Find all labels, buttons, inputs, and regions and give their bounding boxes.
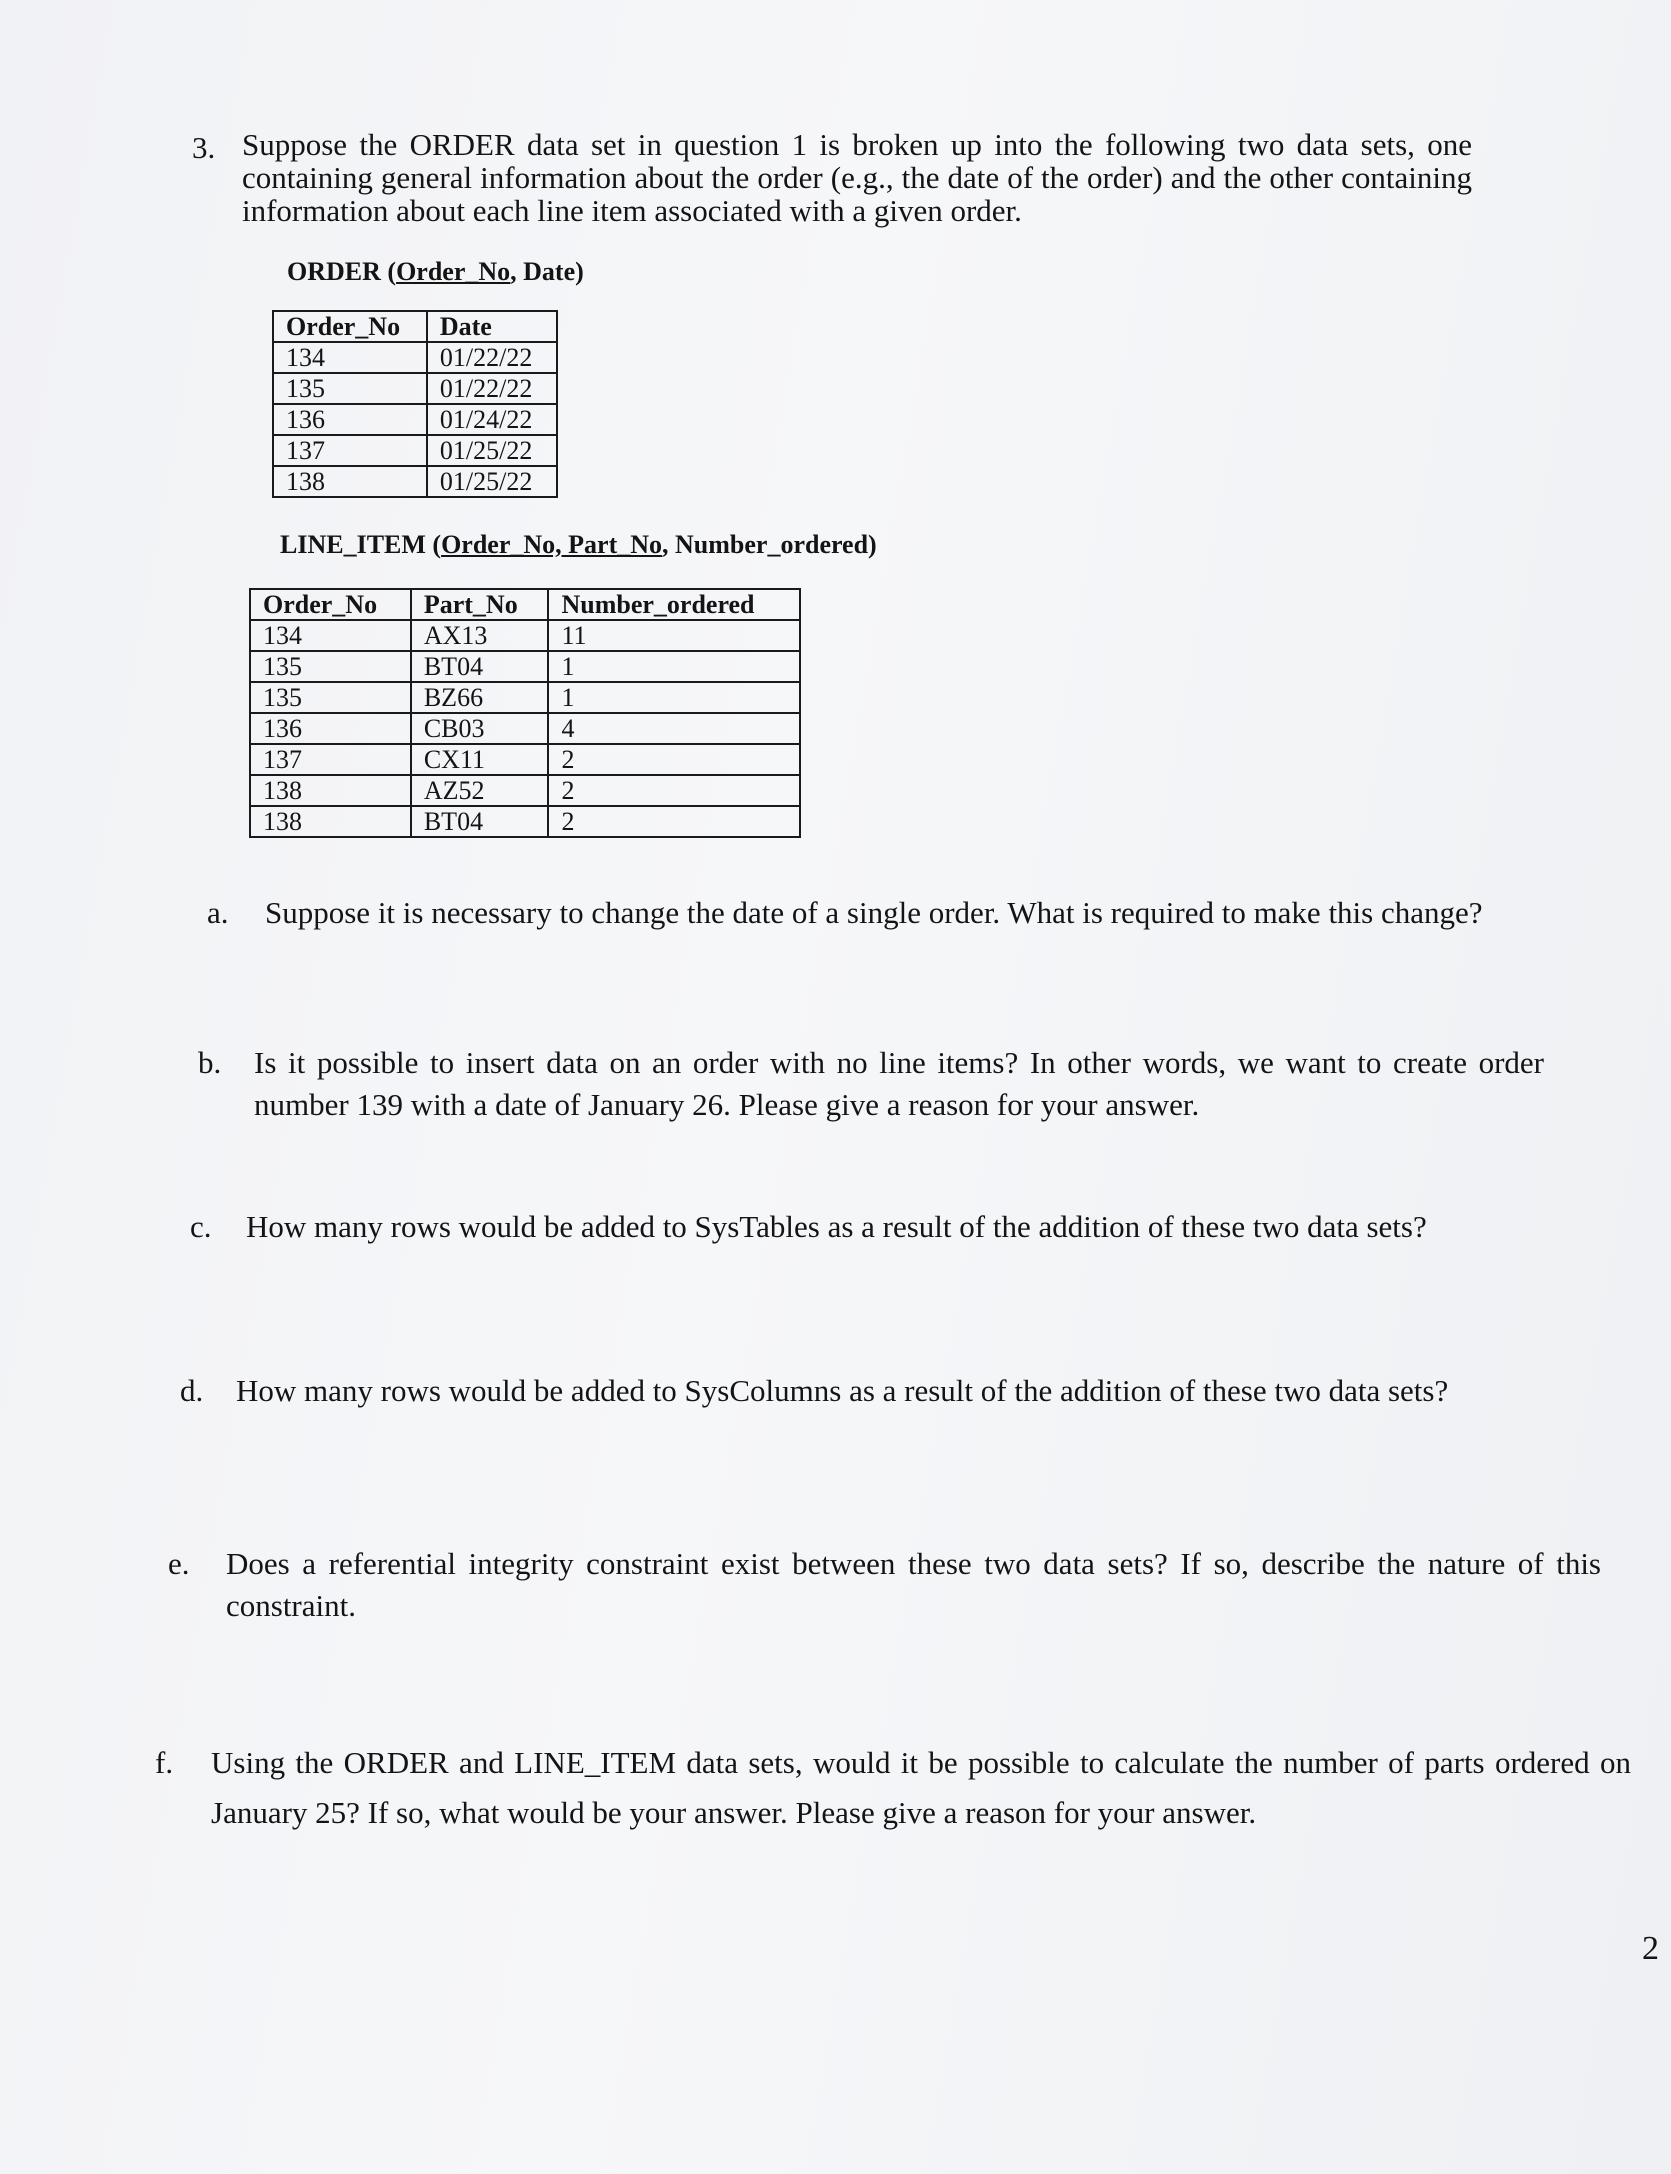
order-table-cell: 135	[273, 373, 427, 404]
table-row	[250, 651, 800, 682]
line-item-table-cell: 4	[548, 713, 800, 744]
table-row	[250, 775, 800, 806]
order-table-header-row	[273, 311, 557, 342]
line-item-table-cell: 135	[250, 682, 411, 713]
line-item-schema-name: LINE_ITEM (	[280, 530, 442, 559]
line-item-schema	[280, 530, 877, 560]
line-item-table-cell: 136	[250, 713, 411, 744]
table-row	[250, 806, 800, 837]
part-d-text: How many rows would be added to SysColumns as a result of the addition of these two data sets?	[236, 1373, 1449, 1408]
part-c-letter: c.	[190, 1209, 212, 1244]
question-number: 3.	[192, 130, 216, 165]
table-row	[250, 713, 800, 744]
line-item-table-cell: 138	[250, 775, 411, 806]
order-table-header-cell: Date	[427, 311, 557, 342]
question-intro: Suppose the ORDER data set in question 1 is broken up into the following two data sets, one containing general information about the order (e.g., the date of the order) and the other containing information about each line item associated with a given order.	[242, 127, 1472, 228]
line-item-schema-rest: , Number_ordered)	[662, 530, 877, 559]
order-table-cell: 137	[273, 435, 427, 466]
part-a-text: Suppose it is necessary to change the date of a single order. What is required to make this change?	[265, 895, 1483, 930]
table-row	[273, 404, 557, 435]
part-f-letter: f.	[155, 1745, 174, 1780]
table-row	[250, 620, 800, 651]
line-item-table-cell: CX11	[411, 744, 549, 775]
line-item-table	[249, 588, 801, 838]
order-table-cell: 01/22/22	[427, 373, 557, 404]
line-item-table-header-cell: Part_No	[411, 589, 549, 620]
line-item-table-cell: 135	[250, 651, 411, 682]
line-item-table-cell: 2	[548, 775, 800, 806]
part-c-text: How many rows would be added to SysTables as a result of the addition of these two data sets?	[246, 1209, 1427, 1244]
order-table-cell: 138	[273, 466, 427, 497]
line-item-table-cell: 2	[548, 744, 800, 775]
line-item-table-header-cell: Number_ordered	[548, 589, 800, 620]
table-row	[273, 342, 557, 373]
table-row	[273, 373, 557, 404]
line-item-table-cell: BZ66	[411, 682, 549, 713]
line-item-table-cell: 138	[250, 806, 411, 837]
order-table-cell: 01/25/22	[427, 435, 557, 466]
order-schema	[287, 257, 584, 287]
line-item-table-cell: AZ52	[411, 775, 549, 806]
line-item-table-cell: 2	[548, 806, 800, 837]
line-item-schema-key: Order_No, Part_No	[441, 530, 663, 559]
order-table-cell: 01/25/22	[427, 466, 557, 497]
order-schema-key: Order_No	[396, 257, 511, 286]
part-f-text: Using the ORDER and LINE_ITEM data sets, would it be possible to calculate the number of parts ordered on January 25? If so, what would be your answer. Please give a reason for your answer.	[211, 1745, 1631, 1830]
order-table-cell: 134	[273, 342, 427, 373]
order-table-cell: 136	[273, 404, 427, 435]
table-row	[273, 466, 557, 497]
line-item-table-header-row	[250, 589, 800, 620]
order-table-cell: 01/24/22	[427, 404, 557, 435]
line-item-table-cell: CB03	[411, 713, 549, 744]
part-b-letter: b.	[198, 1045, 222, 1080]
line-item-table-cell: 11	[548, 620, 800, 651]
page-number: 2	[1642, 1930, 1659, 1967]
order-table	[272, 310, 558, 498]
line-item-table-cell: BT04	[411, 806, 549, 837]
line-item-table-cell: 1	[548, 682, 800, 713]
order-table-cell: 01/22/22	[427, 342, 557, 373]
line-item-table-cell: AX13	[411, 620, 549, 651]
part-d-letter: d.	[180, 1373, 204, 1408]
line-item-table-cell: 137	[250, 744, 411, 775]
line-item-table-header-cell: Order_No	[250, 589, 411, 620]
line-item-table-cell: 134	[250, 620, 411, 651]
table-row	[273, 435, 557, 466]
line-item-table-cell: BT04	[411, 651, 549, 682]
part-e-text: Does a referential integrity constraint exist between these two data sets? If so, describe the nature of this constraint.	[226, 1546, 1601, 1623]
table-row	[250, 744, 800, 775]
line-item-table-cell: 1	[548, 651, 800, 682]
order-schema-name: ORDER (	[287, 257, 397, 286]
part-e-letter: e.	[168, 1546, 190, 1581]
part-b-text: Is it possible to insert data on an order with no line items? In other words, we want to create order number 139 with a date of January 26. Please give a reason for your answer.	[254, 1045, 1544, 1122]
part-a-letter: a.	[207, 895, 229, 930]
order-table-header-cell: Order_No	[273, 311, 427, 342]
order-schema-rest: , Date)	[510, 257, 584, 286]
table-row	[250, 682, 800, 713]
